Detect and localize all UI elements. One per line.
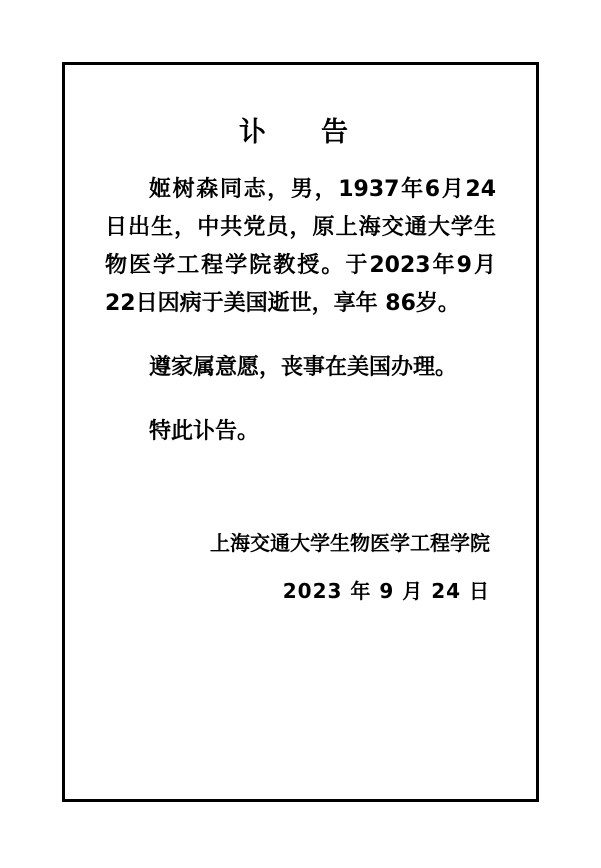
notice-paragraph-1: 姬树森同志，男，1937年6月24日出生，中共党员，原上海交通大学生物医学工程学院教授。于2023年9月22日因病于美国逝世，享年 86岁。 (105, 177, 496, 316)
notice-content (65, 65, 536, 606)
notice-paragraph-2: 遵家属意愿，丧事在美国办理。 (149, 354, 458, 380)
notice-frame (62, 62, 539, 802)
signature-block (105, 528, 496, 606)
signature-date: 2023 年 9 月 24 日 (282, 579, 490, 604)
page-title: 讣 告 (239, 117, 362, 148)
signature-organization: 上海交通大学生物医学工程学院 (210, 531, 490, 556)
notice-paragraph-3: 特此讣告。 (149, 418, 260, 444)
